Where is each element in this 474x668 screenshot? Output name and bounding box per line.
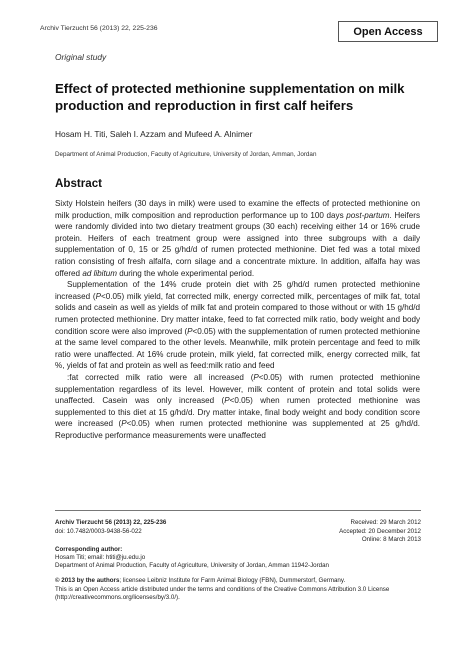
abstract-text: <0.05) when rumen protected methionine was supplemented to this diet at 15 g/hd/d. Dry matter intake, final body weight and body condition score were increased ( [55,396,420,429]
abstract-italic-text: P [121,419,127,429]
abstract-italic-text: P [95,291,101,301]
corresponding-author-address: Department of Animal Production, Faculty of Agriculture, University of Jordan, Amman 11942-Jordan [55,562,329,570]
article-dates [339,519,421,545]
license-statement: This is an Open Access article distributed under the terms and conditions of the Creative Commons Attribution 3.0 License [55,585,390,593]
accepted-date: Accepted: 20 December 2012 [339,527,421,535]
abstract-italic-text: P [253,372,259,382]
abstract-italic-text: ad libitum [82,268,117,278]
abstract-text: :fat corrected milk ratio were all increased ( [67,372,254,382]
abstract-italic-text: P [187,326,193,336]
copyright-licensee: ; licensee Leibniz Institute for Farm Animal Biology (FBN), Dummerstorf, Germany. [119,577,346,584]
copyright-holder: © 2013 by the authors [55,577,120,584]
abstract-text: <0.05) milk yield, fat corrected milk, energy corrected milk, percentages of milk fat, total solids and casein as well as yields of milk fat and protein compared to those without or with 15 g/hd/d rumen protected methionine. Dry matter intake, feed to fat corrected milk ratio, body weight and body condition score were also improved ( [55,291,420,336]
received-date: Received: 29 March 2012 [350,519,421,526]
study-type: Original study [55,52,107,62]
running-head: Archiv Tierzucht 56 (2013) 22, 225-236 [40,25,158,32]
abstract-text: . Heifers were randomly divided into two dietary treatment groups (30 each) receiving either 14 or 16% crude protein. Heifers of each treatment group were assigned into three subgroups with a daily supplementation of 0, 15 or 25 g/hd/d of rumen protected methionine. Diet fed was a total mixed ration consisting of fresh alfalfa, corn silage and a concentrate mixture. In addition, alfalfa hay was offered [55,210,421,278]
open-access-label: Open Access [353,25,423,38]
license-url: (http://creativecommons.org/licenses/by/3.0/). [55,594,180,602]
abstract-paragraph-3 [55,372,420,442]
abstract-italic-text: post-partum [346,210,390,220]
footer-divider [55,510,421,511]
abstract-paragraph-2 [55,279,420,372]
article-title: Effect of protected methionine supplementation on milk production and reproduction in first calf heifers [55,81,405,113]
abstract-paragraph-1 [55,198,420,279]
corresponding-author-label: Corresponding author: [55,546,123,553]
open-access-badge [338,21,438,42]
copyright-line [55,577,425,586]
license-block [55,577,425,603]
author-list: Hosam H. Titi, Saleh I. Azzam and Mufeed A. Alnimer [55,129,253,139]
citation-journal: Archiv Tierzucht 56 (2013) 22, 225-236 [55,519,167,526]
citation-block [55,519,166,536]
online-date: Online: 8 March 2013 [361,536,421,544]
affiliation: Department of Animal Production, Faculty of Agriculture, University of Jordan, Amman, Jordan [55,151,317,158]
doi: doi: 10.7482/0003-9438-56-022 [55,527,142,535]
abstract-text: Sixty Holstein heifers (30 days in milk) were used to examine the effects of protected methionine on milk production, milk composition and reproduction performance up to 100 days [55,199,420,220]
corresponding-author-name: Hosam Titi; email: htiti@ju.edu.jo [55,554,146,562]
abstract-text: during the whole experimental period. [116,268,255,278]
abstract-body [55,198,420,441]
abstract-text: <0.05) with the supplementation of rumen protected methionine at the same level compared to the other levels. Meanwhile, milk protein percentage and feed to milk ratio were unaffected. At 16% crude protein, milk yield, fat corrected milk, energy corrected milk, fat %, yields of fat and protein as well as feed:milk ratio and feed [55,326,420,371]
corresponding-author-block [55,546,329,571]
abstract-italic-text: P [224,396,230,406]
abstract-text: Supplementation of the 14% crude protein diet with 25 g/hd/d rumen protected methionine increased ( [55,280,420,301]
abstract-text: <0.05) with rumen protected methionine supplementation regardless of its level. However, milk content of protein and total solids were unaffected. Casein was only increased ( [55,372,420,406]
abstract-text: <0.05) when rumen protected methionine was supplemented at 25 g/hd/d. Reproductive performance measurements were unaffected [55,419,420,440]
abstract-heading: Abstract [55,177,103,190]
